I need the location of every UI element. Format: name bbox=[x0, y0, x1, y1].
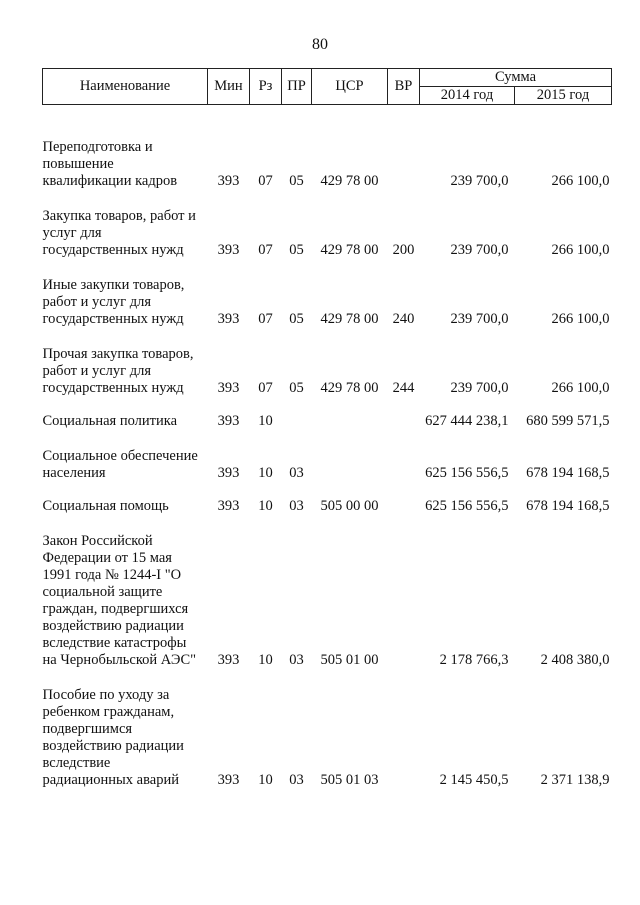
row-csr bbox=[312, 397, 388, 430]
row-name: Иные закупки товаров, работ и услуг для государственных нужд bbox=[42, 277, 185, 327]
header-csr: ЦСР bbox=[312, 69, 388, 105]
row-name: Пособие по уходу за ребенком гражданам, подвергшимся воздействию радиации вследствие радиационных аварий bbox=[42, 687, 184, 788]
row-min: 393 bbox=[217, 380, 240, 396]
row-sum-2015: 678 194 168,5 bbox=[526, 465, 610, 481]
row-sum-2015: 2 408 380,0 bbox=[540, 652, 610, 668]
page-number: 80 bbox=[312, 36, 328, 53]
row-rz: 07 bbox=[258, 242, 273, 258]
row-sum-2014: 239 700,0 bbox=[450, 380, 509, 396]
row-rz: 07 bbox=[258, 380, 273, 396]
table-header bbox=[43, 69, 612, 105]
row-csr: 505 00 00 bbox=[320, 498, 379, 514]
row-sum-2015: 266 100,0 bbox=[551, 311, 610, 327]
row-sum-2015: 266 100,0 bbox=[551, 380, 610, 396]
row-rz: 10 bbox=[258, 498, 273, 514]
header-year-2014: 2014 год bbox=[420, 87, 515, 105]
row-pr: 03 bbox=[289, 772, 304, 788]
row-rz: 10 bbox=[258, 465, 273, 481]
row-min: 393 bbox=[217, 498, 240, 514]
row-sum-2014: 2 178 766,3 bbox=[439, 652, 509, 668]
row-csr: 429 78 00 bbox=[320, 242, 379, 258]
row-pr: 05 bbox=[289, 311, 304, 327]
row-rz: 07 bbox=[258, 311, 273, 327]
row-vr bbox=[388, 669, 420, 789]
row-name: Закон Российской Федерации от 15 мая 1991 года № 1244-I "О социальной защите граждан, подвергшихся воздействию радиации вследствие катастрофы на Чернобыльской АЭС" bbox=[42, 533, 197, 668]
table-row bbox=[43, 105, 612, 191]
row-sum-2014: 239 700,0 bbox=[450, 311, 509, 327]
header-sum: Сумма bbox=[420, 69, 612, 87]
row-min: 393 bbox=[217, 652, 240, 668]
table-row bbox=[43, 515, 612, 669]
row-sum-2014: 239 700,0 bbox=[450, 242, 509, 258]
row-min: 393 bbox=[217, 413, 240, 429]
row-min: 393 bbox=[217, 242, 240, 258]
row-vr: 244 bbox=[392, 380, 415, 396]
table-row bbox=[43, 397, 612, 430]
header-vr: ВР bbox=[388, 69, 420, 105]
table-row bbox=[43, 328, 612, 397]
row-min: 393 bbox=[217, 173, 240, 189]
row-pr: 05 bbox=[289, 380, 304, 396]
row-pr: 05 bbox=[289, 173, 304, 189]
table-body bbox=[43, 105, 612, 790]
row-name: Закупка товаров, работ и услуг для государственных нужд bbox=[42, 208, 196, 258]
row-pr: 05 bbox=[289, 242, 304, 258]
table-row bbox=[43, 190, 612, 259]
row-sum-2015: 266 100,0 bbox=[551, 242, 610, 258]
header-rz: Рз bbox=[250, 69, 282, 105]
row-csr bbox=[312, 430, 388, 482]
table-row bbox=[43, 430, 612, 482]
row-sum-2014: 239 700,0 bbox=[450, 173, 509, 189]
row-vr bbox=[388, 105, 420, 191]
row-pr: 03 bbox=[289, 652, 304, 668]
row-min: 393 bbox=[217, 311, 240, 327]
row-vr bbox=[388, 430, 420, 482]
row-name: Социальная политика bbox=[42, 413, 178, 429]
row-csr: 429 78 00 bbox=[320, 173, 379, 189]
row-sum-2014: 625 156 556,5 bbox=[425, 498, 509, 514]
row-name: Прочая закупка товаров, работ и услуг для государственных нужд bbox=[42, 346, 194, 396]
row-rz: 10 bbox=[258, 652, 273, 668]
row-csr: 505 01 00 bbox=[320, 652, 379, 668]
row-csr: 429 78 00 bbox=[320, 311, 379, 327]
row-sum-2014: 625 156 556,5 bbox=[425, 465, 509, 481]
header-year-2015: 2015 год bbox=[515, 87, 612, 105]
row-sum-2014: 627 444 238,1 bbox=[425, 413, 509, 429]
row-vr: 240 bbox=[392, 311, 415, 327]
table-row bbox=[43, 482, 612, 515]
row-vr: 200 bbox=[392, 242, 415, 258]
table-row bbox=[43, 259, 612, 328]
row-vr bbox=[388, 482, 420, 515]
row-sum-2015: 266 100,0 bbox=[551, 173, 610, 189]
row-sum-2015: 678 194 168,5 bbox=[526, 498, 610, 514]
row-csr: 505 01 03 bbox=[320, 772, 379, 788]
header-min: Мин bbox=[208, 69, 250, 105]
header-name: Наименование bbox=[43, 69, 208, 105]
row-name: Социальная помощь bbox=[42, 498, 169, 514]
row-min: 393 bbox=[217, 772, 240, 788]
row-csr: 429 78 00 bbox=[320, 380, 379, 396]
row-name: Социальное обеспечение населения bbox=[42, 448, 198, 481]
row-rz: 10 bbox=[258, 772, 273, 788]
row-sum-2015: 2 371 138,9 bbox=[540, 772, 610, 788]
row-pr: 03 bbox=[289, 465, 304, 481]
row-sum-2014: 2 145 450,5 bbox=[439, 772, 509, 788]
row-vr bbox=[388, 397, 420, 430]
row-sum-2015: 680 599 571,5 bbox=[526, 413, 610, 429]
row-name: Переподготовка и повышение квалификации кадров bbox=[42, 139, 178, 189]
table-row bbox=[43, 669, 612, 789]
row-rz: 07 bbox=[258, 173, 273, 189]
row-rz: 10 bbox=[258, 413, 273, 429]
row-vr bbox=[388, 515, 420, 669]
row-pr: 03 bbox=[289, 498, 304, 514]
row-min: 393 bbox=[217, 465, 240, 481]
row-pr bbox=[282, 397, 312, 430]
header-pr: ПР bbox=[282, 69, 312, 105]
budget-table bbox=[42, 68, 612, 789]
